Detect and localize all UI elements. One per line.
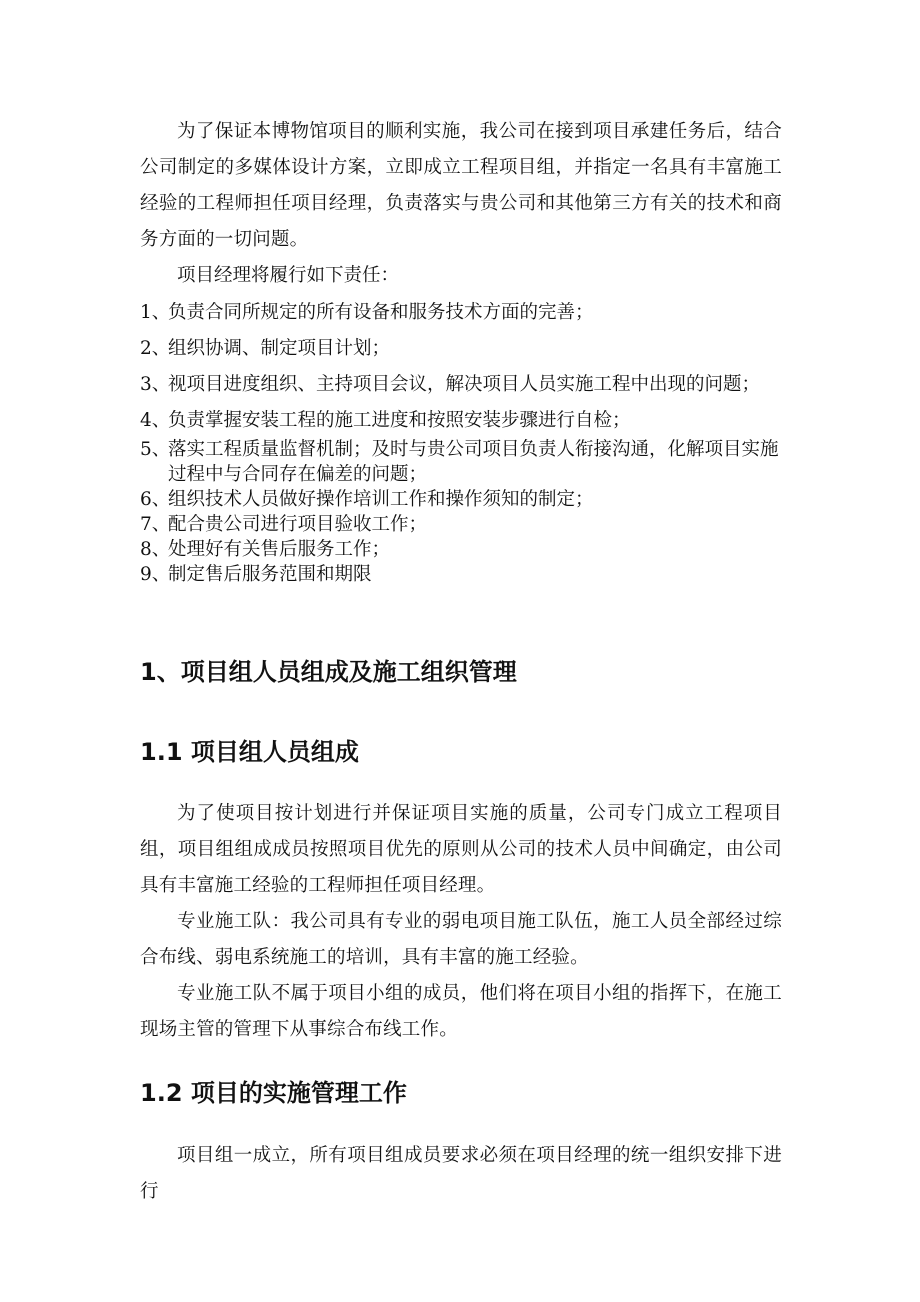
list-item-number: 1、 [140, 302, 171, 323]
list-item-number: 2、 [140, 338, 171, 359]
list-item-text: 落实工程质量监督机制；及时与贵公司项目负责人衔接沟通，化解项目实施过程中与合同存在偏差的问题； [168, 439, 779, 485]
list-item [140, 512, 790, 537]
heading-section-1-2: 1.2 项目的实施管理工作 [140, 1079, 407, 1107]
duties-list-b [140, 437, 790, 587]
list-item-text: 视项目进度组织、主持项目会议，解决项目人员实施工程中出现的问题； [168, 374, 761, 395]
duties-list-a [140, 299, 790, 443]
list-item [140, 299, 790, 327]
list-item-text: 处理好有关售后服务工作； [168, 539, 391, 560]
list-item-number: 6、 [140, 489, 171, 510]
heading-section-1: 1、项目组人员组成及施工组织管理 [140, 658, 517, 686]
list-item-number: 7、 [140, 514, 171, 535]
list-item-number: 9、 [140, 564, 171, 585]
heading-section-1-1: 1.1 项目组人员组成 [140, 738, 359, 766]
list-item-text: 负责掌握安装工程的施工进度和按照安装步骤进行自检； [168, 410, 631, 431]
list-item-number: 3、 [140, 374, 171, 395]
list-item [140, 487, 790, 512]
list-item-text: 负责合同所规定的所有设备和服务技术方面的完善； [168, 302, 594, 323]
section-1-1-paragraph-3: 专业施工队不属于项目小组的成员，他们将在项目小组的指挥下，在施工现场主管的管理下从事综合布线工作。 [140, 983, 782, 1040]
list-item [140, 537, 790, 562]
list-item-text: 制定售后服务范围和期限 [168, 564, 372, 585]
list-item-number: 4、 [140, 410, 171, 431]
list-item-number: 8、 [140, 539, 171, 560]
section-1-1-paragraph-1: 为了使项目按计划进行并保证项目实施的质量，公司专门成立工程项目组，项目组组成成员按照项目优先的原则从公司的技术人员中间确定，由公司具有丰富施工经验的工程师担任项目经理。 [140, 803, 782, 896]
list-item [140, 335, 790, 363]
list-item [140, 407, 790, 435]
list-item-text: 组织技术人员做好操作培训工作和操作须知的制定； [168, 489, 594, 510]
list-item [140, 371, 790, 399]
list-item-text: 配合贵公司进行项目验收工作； [168, 514, 428, 535]
section-1-2-paragraph: 项目组一成立，所有项目组成员要求必须在项目经理的统一组织安排下进行 [140, 1145, 782, 1202]
list-item [140, 437, 790, 487]
list-item-number: 5、 [140, 439, 171, 460]
list-item [140, 562, 790, 587]
intro-paragraph: 为了保证本博物馆项目的顺利实施，我公司在接到项目承建任务后，结合公司制定的多媒体设计方案，立即成立工程项目组，并指定一名具有丰富施工经验的工程师担任项目经理，负责落实与贵公司和其他第三方有关的技术和商务方面的一切问题。 [140, 121, 782, 250]
duties-intro: 项目经理将履行如下责任： [177, 265, 400, 286]
list-item-text: 组织协调、制定项目计划； [168, 338, 391, 359]
section-1-1-paragraph-2: 专业施工队：我公司具有专业的弱电项目施工队伍，施工人员全部经过综合布线、弱电系统施工的培训，具有丰富的施工经验。 [140, 911, 782, 968]
